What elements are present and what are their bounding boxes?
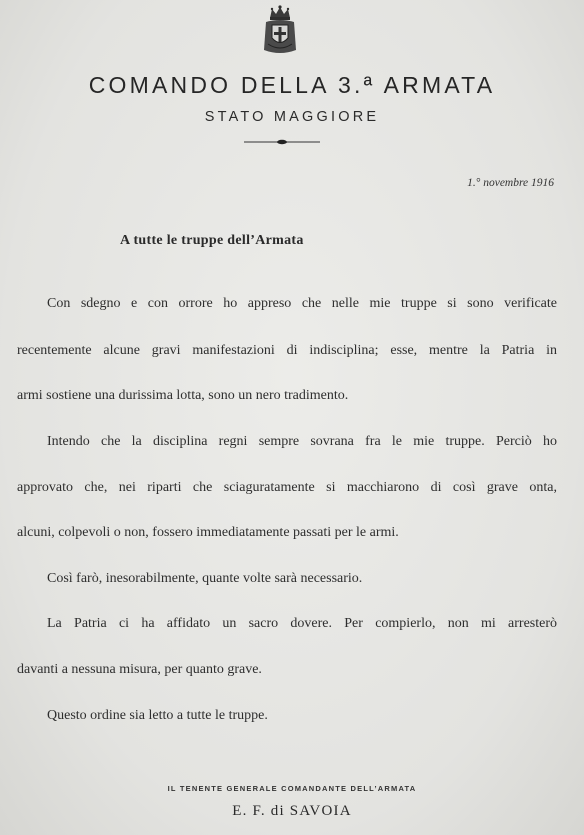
body-line: Con sdegno e con orrore ho appreso che nelle mie truppe si sono verificate (47, 296, 557, 311)
body-line: Questo ordine sia letto a tutte le truppe. (47, 708, 268, 723)
body-line: alcuni, colpevoli o non, fossero immediatamente passati per le armi. (17, 525, 399, 540)
body-line: Così farò, inesorabilmente, quante volte sarà necessario. (47, 571, 363, 586)
body-line: recentemente alcune gravi manifestazioni di indisciplina; esse, mentre la Patria in (17, 343, 557, 358)
divider-ornament-icon (244, 139, 320, 145)
letterhead-subtitle: STATO MAGGIORE (204, 109, 380, 125)
royal-crest-icon (262, 4, 298, 56)
body-line: La Patria ci ha affidato un sacro dovere. Per compierlo, non mi arresterò (47, 616, 557, 631)
body-line: approvato che, nei riparti che sciaguratamente si macchiarono di così grave onta, (17, 480, 557, 495)
document-date: 1.° novembre 1916 (467, 177, 554, 189)
address-line: A tutte le truppe dell’Armata (120, 233, 304, 248)
signature-title: IL TENENTE GENERALE COMANDANTE DELL’ARMATA (167, 784, 417, 793)
body-line: Intendo che la disciplina regni sempre sovrana fra le mie truppe. Perciò ho (47, 434, 557, 449)
signature-name: E. F. di SAVOIA (232, 803, 352, 819)
body-line: armi sostiene una durissima lotta, sono un nero tradimento. (17, 388, 349, 403)
body-line: davanti a nessuna misura, per quanto grave. (17, 662, 262, 677)
letterhead-title: COMANDO DELLA 3.ª ARMATA (88, 72, 496, 98)
